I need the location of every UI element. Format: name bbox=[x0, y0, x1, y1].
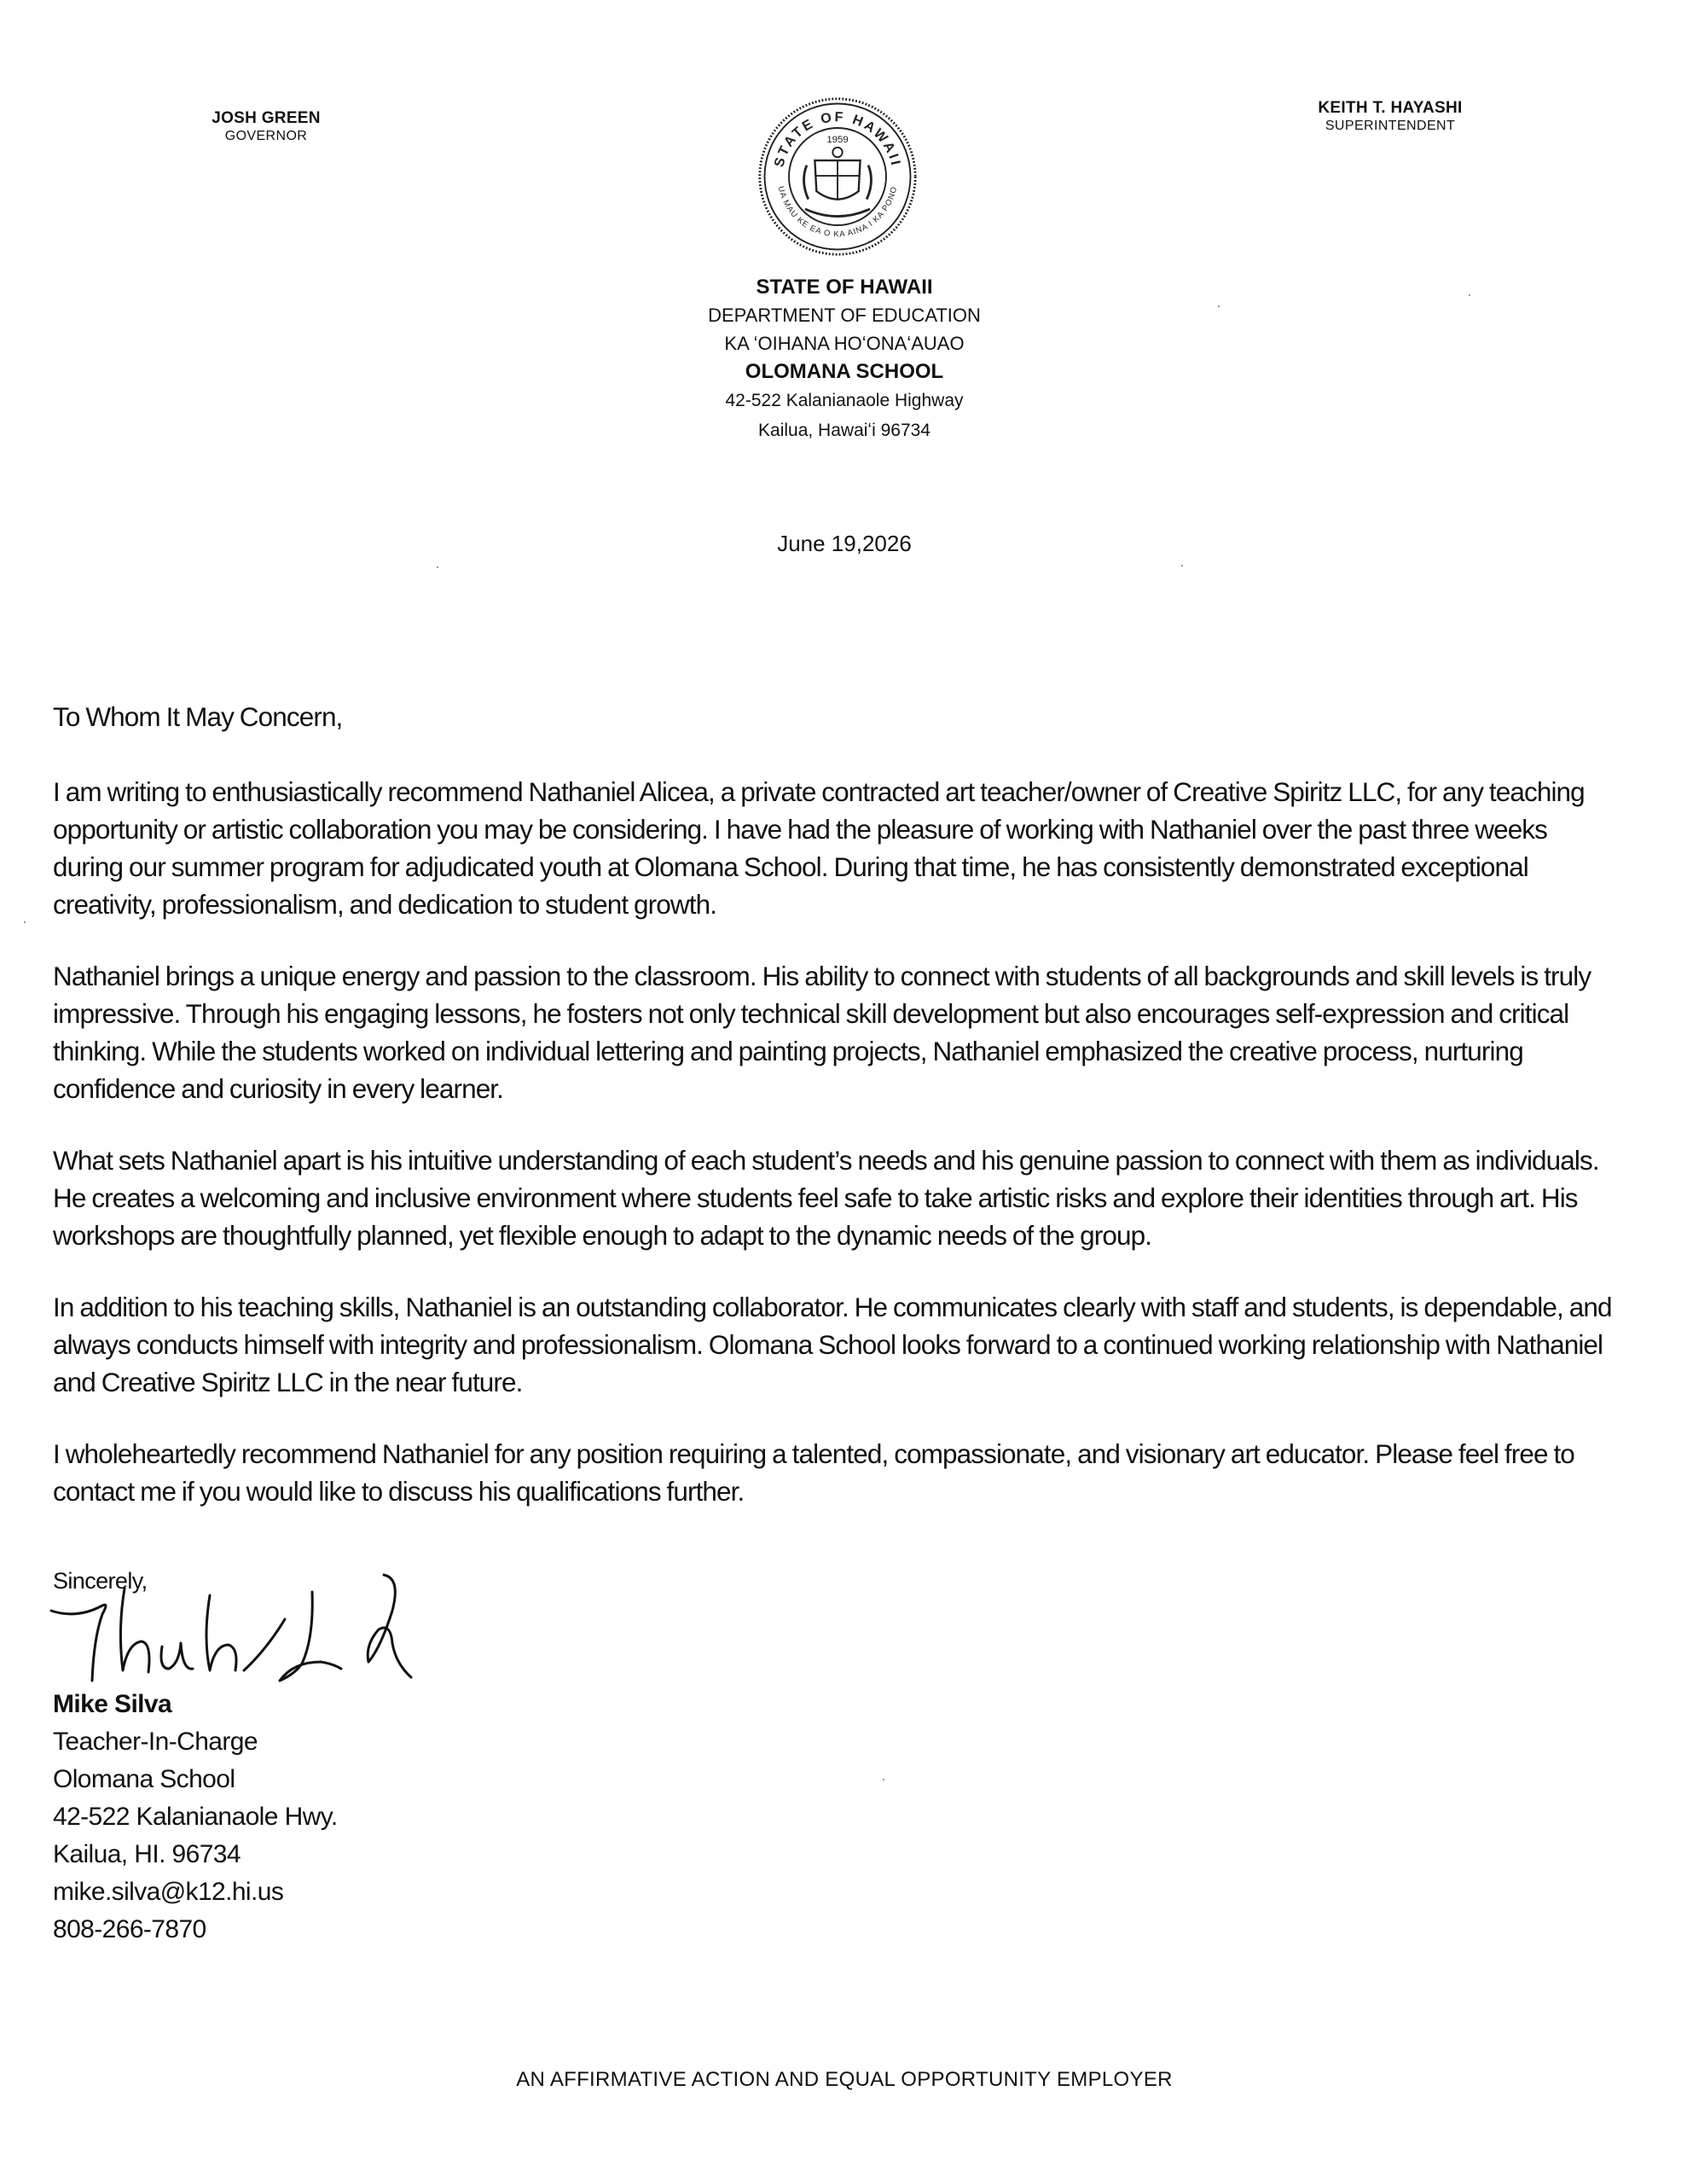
letterhead-department-hawaiian: KA ʻOIHANA HOʻONAʻAUAO bbox=[724, 333, 965, 354]
footer-employer-statement: AN AFFIRMATIVE ACTION AND EQUAL OPPORTUNITY EMPLOYER bbox=[516, 2068, 1173, 2091]
state-seal-icon bbox=[757, 96, 919, 258]
letterhead-school: OLOMANA SCHOOL bbox=[745, 360, 944, 383]
svg-text:UA MAU KE EA O KA AINA I KA PO: UA MAU KE EA O KA AINA I KA PONO bbox=[775, 185, 900, 240]
scan-speck bbox=[24, 921, 26, 923]
svg-text:STATE OF HAWAII: STATE OF HAWAII bbox=[771, 109, 904, 169]
scan-speck bbox=[1218, 305, 1220, 307]
letterhead bbox=[588, 273, 1100, 445]
signer-title: Teacher-In-Charge bbox=[53, 1728, 258, 1756]
signer-address: 42-522 Kalanianaole Hwy. bbox=[53, 1803, 338, 1831]
body-paragraph-4: In addition to his teaching skills, Nathaniel is an outstanding collaborator. He communicates clearly with staff and students, is dependable, and always conducts himself with integrity and professionalism. Olomana School looks forward to a continued working relationship with Nathaniel and Creative Spiritz LLC in the near future. bbox=[53, 1292, 1612, 1397]
signer-email: mike.silva@k12.hi.us bbox=[53, 1878, 284, 1906]
governor-block bbox=[189, 109, 343, 145]
letterhead-city: Kailua, Hawaiʻi 96734 bbox=[758, 421, 930, 440]
superintendent-block bbox=[1288, 99, 1493, 135]
letterhead-state: STATE OF HAWAII bbox=[756, 276, 933, 299]
signer-city: Kailua, HI. 96734 bbox=[53, 1840, 241, 1868]
closing: Sincerely, bbox=[53, 1568, 148, 1594]
letter-body bbox=[53, 698, 1614, 1544]
body-paragraph-3: What sets Nathaniel apart is his intuitive understanding of each student’s needs and his genuine passion to connect with them as individuals. He creates a welcoming and inclusive environment where students feel safe to take artistic risks and explore their identities through art. His workshops are thoughtfully planned, yet flexible enough to adapt to the dynamic needs of the group. bbox=[53, 1145, 1599, 1251]
body-paragraph-1: I am writing to enthusiastically recommend Nathaniel Alicea, a private contracted art teacher/owner of Creative Spiritz LLC, for any teaching opportunity or artistic collaboration you may be considering. I have had the pleasure of working with Nathaniel over the past three weeks during our summer program for adjudicated youth at Olomana School. During that time, he has consistently demonstrated exceptional creativity, professionalism, and dedication to student growth. bbox=[53, 776, 1585, 920]
letterhead-department: DEPARTMENT OF EDUCATION bbox=[708, 305, 981, 326]
superintendent-name: KEITH T. HAYASHI bbox=[1318, 99, 1463, 117]
svg-text:1959: 1959 bbox=[826, 135, 849, 146]
letterhead-street: 42-522 Kalanianaole Highway bbox=[725, 391, 964, 410]
scan-speck bbox=[1181, 565, 1183, 566]
signer-school: Olomana School bbox=[53, 1765, 235, 1793]
superintendent-title: SUPERINTENDENT bbox=[1325, 119, 1456, 133]
scan-speck bbox=[437, 566, 438, 568]
body-paragraph-5: I wholeheartedly recommend Nathaniel for any position requiring a talented, compassionate, and visionary art educator. Please feel free to contact me if you would like to discuss his qualifications further. bbox=[53, 1438, 1574, 1507]
signature-block bbox=[53, 1686, 338, 1949]
letter-date: June 19,2026 bbox=[777, 531, 912, 556]
governor-title: GOVERNOR bbox=[224, 129, 308, 143]
signer-phone: 808-266-7870 bbox=[53, 1915, 206, 1943]
body-paragraph-2: Nathaniel brings a unique energy and passion to the classroom. His ability to connect with students of all backgrounds and skill levels is truly impressive. Through his engaging lessons, he fosters not only technical skill development but also encourages self-expression and critical thinking. While the students worked on individual lettering and painting projects, Nathaniel emphasized the creative process, nurturing confidence and curiosity in every learner. bbox=[53, 961, 1591, 1104]
salutation: To Whom It May Concern, bbox=[53, 701, 343, 732]
governor-name: JOSH GREEN bbox=[212, 109, 321, 127]
scan-speck bbox=[1469, 294, 1470, 296]
signer-name: Mike Silva bbox=[53, 1690, 172, 1718]
scan-speck bbox=[883, 1779, 884, 1780]
